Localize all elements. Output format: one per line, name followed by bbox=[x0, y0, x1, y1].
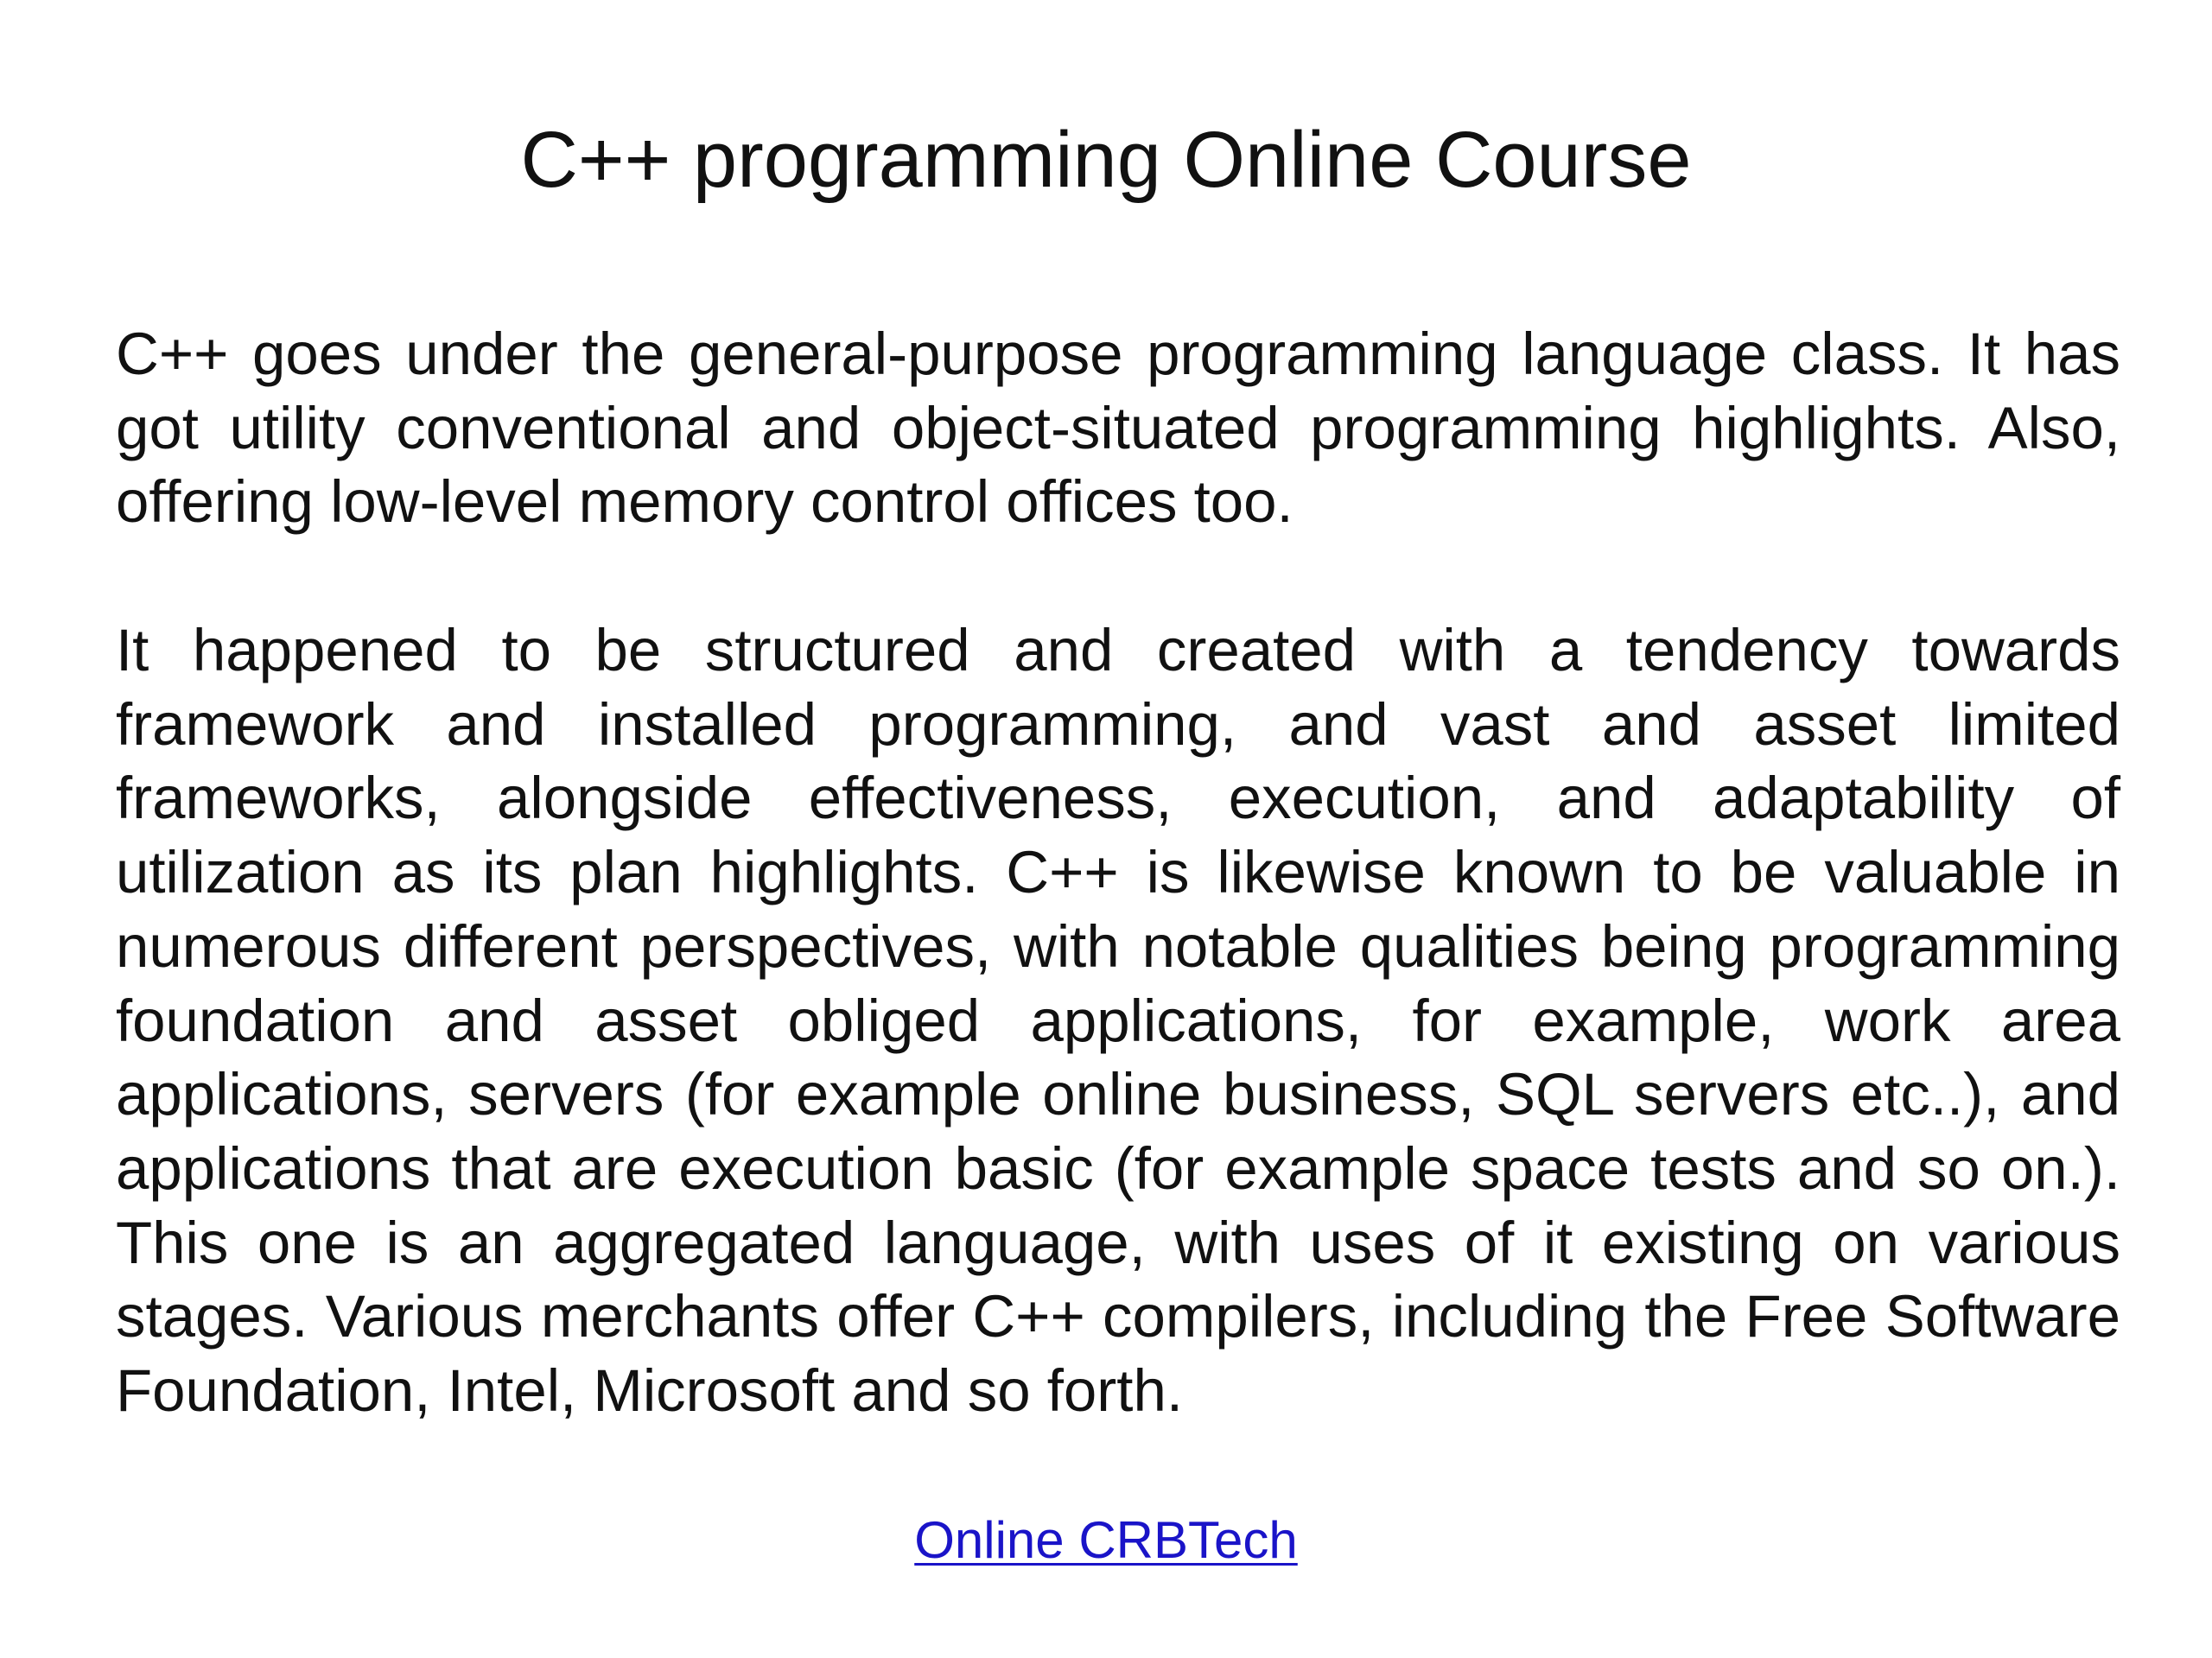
paragraph-intro: C++ goes under the general-purpose programming language class. It has got utility conventional and object-situated programming highlights. Also, offering low-level memory control offices too. bbox=[116, 321, 2120, 536]
page-title: C++ programming Online Course bbox=[520, 116, 1692, 204]
online-crbtech-link[interactable]: Online CRBTech bbox=[914, 1511, 1298, 1569]
footer bbox=[0, 1510, 2212, 1571]
paragraph-details: It happened to be structured and created with a tendency towards framework and installed programming, and vast and asset limited frameworks, alongside effectiveness, execution, and adaptability of utilization as its plan highlights. C++ is likewise known to be valuable in numerous different perspectives, with notable qualities being programming foundation and asset obliged applications, for example, work area applications, servers (for example online business, SQL servers etc..), and applications that are execution basic (for example space tests and so on.). This one is an aggregated language, with uses of it existing on various stages. Various merchants offer C++ compilers, including the Free Software Foundation, Intel, Microsoft and so forth. bbox=[116, 617, 2120, 1425]
